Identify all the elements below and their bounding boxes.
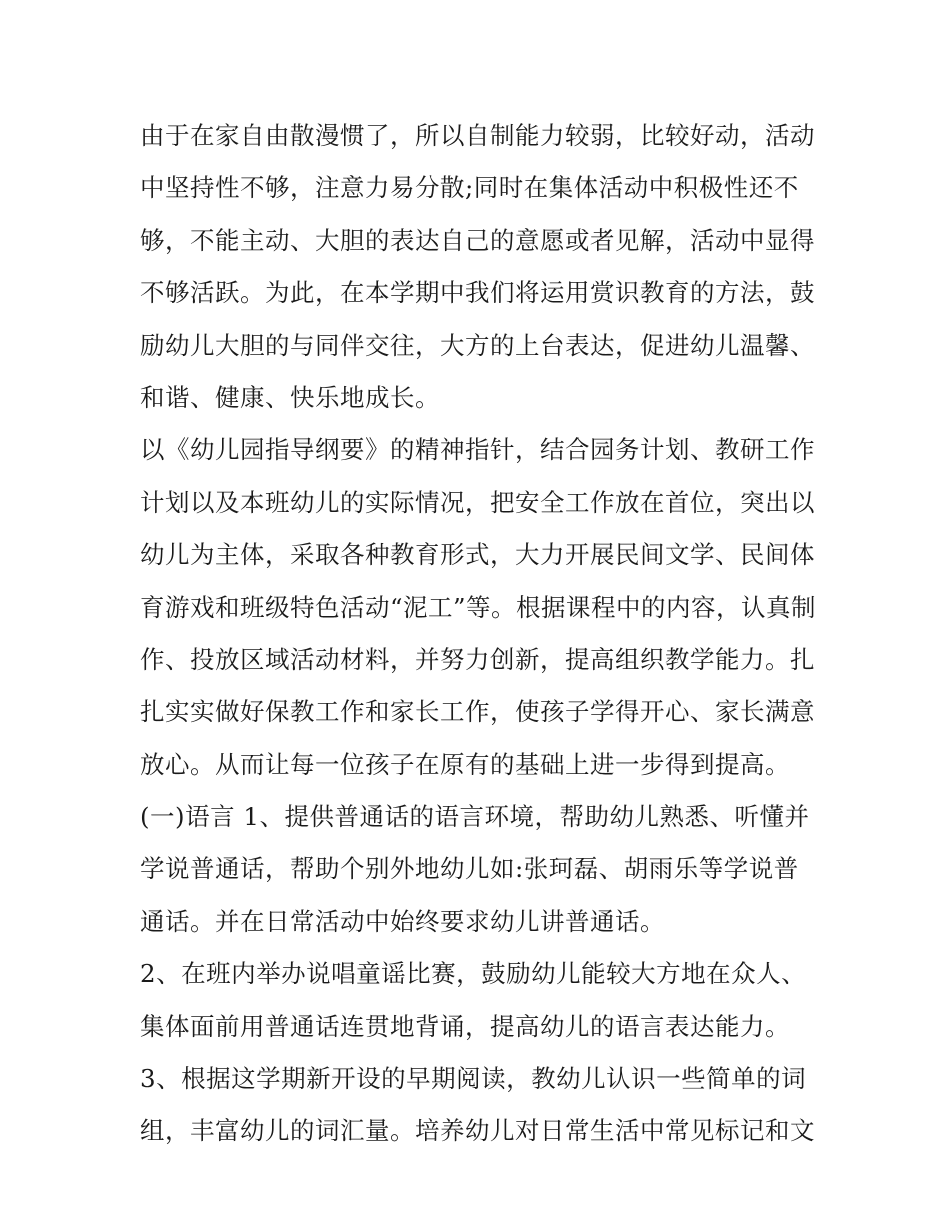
text-line: 2、在班内举办说唱童谣比赛，鼓励幼儿能较大方地在众人、	[140, 959, 807, 989]
text-line: 以《幼儿园指导纲要》的精神指针，结合园务计划、教研工作	[140, 435, 815, 465]
text-line: 由于在家自由散漫惯了，所以自制能力较弱，比较好动，活动	[140, 121, 815, 150]
text-line: 通话。并在日常活动中始终要求幼儿讲普通话。	[140, 906, 665, 936]
text-line: 放心。从而让每一位孩子在原有的基础上进一步得到提高。	[140, 749, 790, 779]
text-line: 够，不能主动、大胆的表达自己的意愿或者见解，活动中显得	[140, 225, 815, 255]
text-line: 集体面前用普通话连贯地背诵，提高幼儿的语言表达能力。	[140, 1011, 790, 1041]
text-line: 3、根据这学期新开设的早期阅读，教幼儿认识一些简单的词	[140, 1064, 807, 1094]
text-line: (一)语言 1、提供普通话的语言环境，帮助幼儿熟悉、听懂并	[140, 802, 810, 832]
text-line: 扎实实做好保教工作和家长工作，使孩子学得开心、家长满意	[140, 697, 815, 727]
text-line: 和谐、健康、快乐地成长。	[140, 382, 440, 412]
paragraph-self-discipline	[140, 110, 820, 424]
paragraph-guidelines	[140, 424, 820, 791]
text-line: 励幼儿大胆的与同伴交往，大方的上台表达，促进幼儿温馨、	[140, 330, 815, 360]
text-line: 幼儿为主体，采取各种教育形式，大力开展民间文学、民间体	[140, 540, 815, 570]
text-line: 中坚持性不够，注意力易分散;同时在集体活动中积极性还不	[140, 173, 799, 203]
text-line: 育游戏和班级特色活动“泥工”等。根据课程中的内容，认真制	[140, 592, 817, 622]
text-line: 学说普通话，帮助个别外地幼儿如:张珂磊、胡雨乐等学说普	[140, 854, 799, 884]
text-line: 作、投放区域活动材料，并努力创新，提高组织教学能力。扎	[140, 644, 815, 674]
text-line: 组，丰富幼儿的词汇量。培养幼儿对日常生活中常见标记和文	[140, 1116, 815, 1146]
paragraph-language-1	[140, 791, 820, 948]
paragraph-language-2	[140, 948, 820, 1053]
text-line: 不够活跃。为此，在本学期中我们将运用赏识教育的方法，鼓	[140, 278, 815, 308]
document-body	[140, 110, 820, 1158]
paragraph-language-3	[140, 1053, 820, 1158]
text-line: 计划以及本班幼儿的实际情况，把安全工作放在首位，突出以	[140, 487, 815, 517]
